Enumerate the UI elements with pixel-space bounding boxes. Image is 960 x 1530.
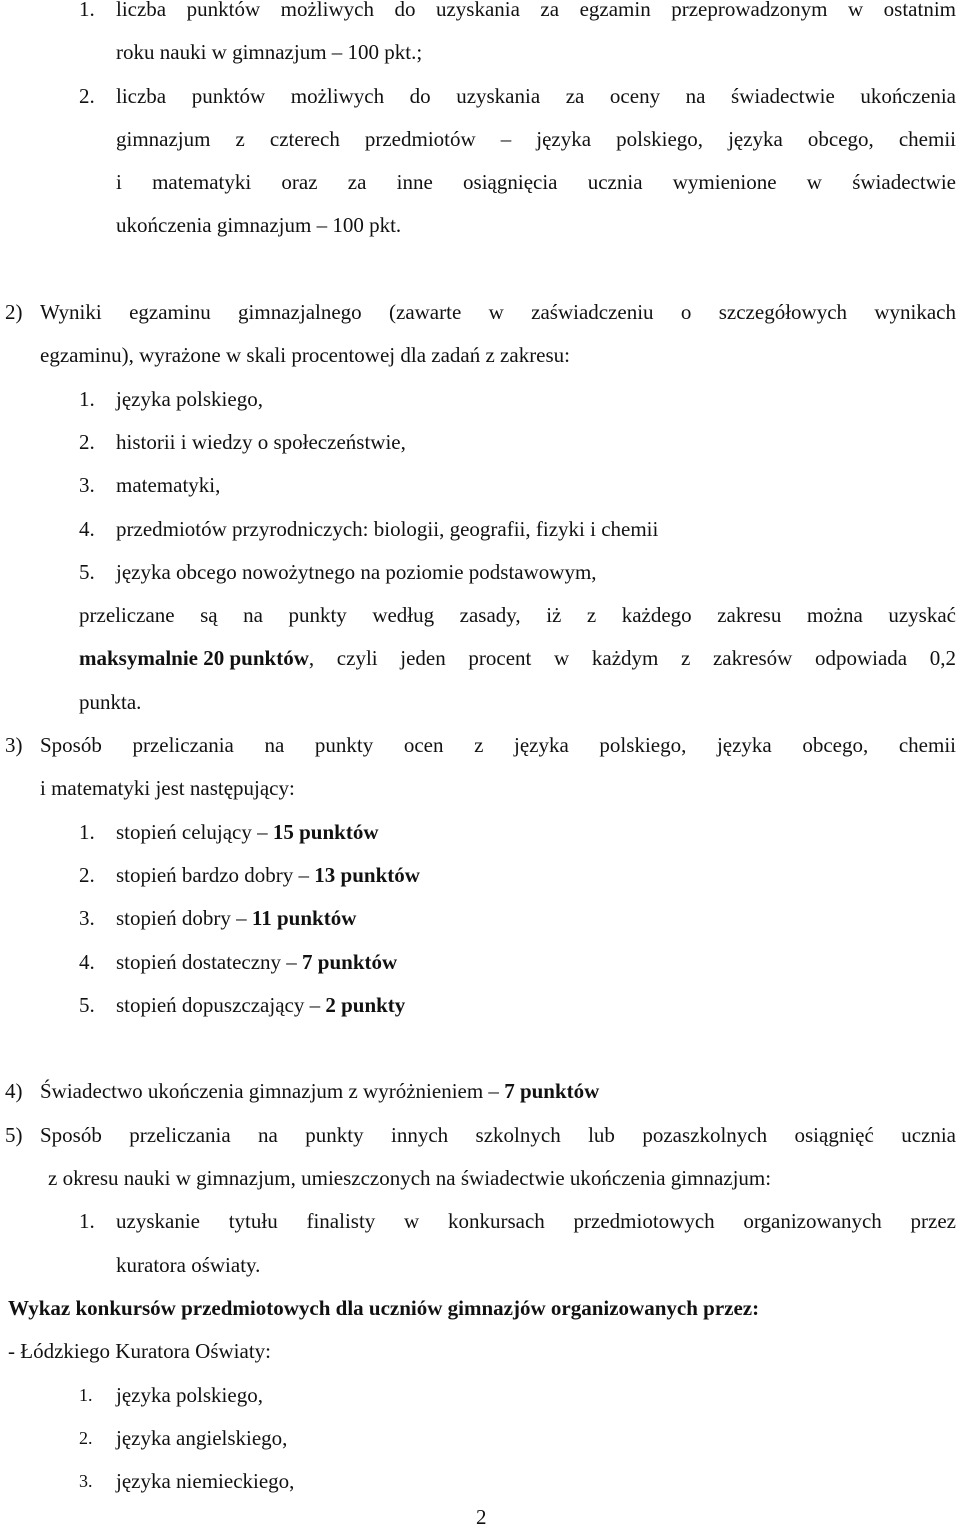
grade-item: 3. stopień dobry – 11 punktów <box>79 906 357 931</box>
kurator-label: - Łódzkiego Kuratora Oświaty: <box>8 1339 272 1364</box>
list-item: 4. przedmiotów przyrodniczych: biologii, geografii, fizyki i chemii <box>79 516 659 541</box>
list-item: 3. matematyki, <box>79 473 221 498</box>
list-item-continuation: roku nauki w gimnazjum – 100 pkt.; <box>116 40 423 65</box>
competition-item: 3. języka niemieckiego, <box>79 1469 295 1494</box>
section-3-heading: 3) Sposób przeliczania na punkty ocen z języka polskiego, języka obcego, chemii <box>5 733 956 758</box>
list-item: 1. liczba punktów możliwych do uzyskania za egzamin przeprowadzonym w ostatnim <box>79 0 956 21</box>
list-item: 1. języka polskiego, <box>79 386 263 411</box>
grade-item: 4. stopień dostateczny – 7 punktów <box>79 949 398 974</box>
section-2-heading: 2) Wyniki egzaminu gimnazjalnego (zawarte w zaświadczeniu o szczegółowych wynikach <box>5 300 956 325</box>
competition-item: 2. języka angielskiego, <box>79 1425 288 1450</box>
section-4: 4) Świadectwo ukończenia gimnazjum z wyróżnieniem – 7 punktów <box>5 1079 600 1104</box>
list-item: 2. liczba punktów możliwych do uzyskania za oceny na świadectwie ukończenia <box>79 83 956 108</box>
grade-item: 1. stopień celujący – 15 punktów <box>79 819 379 844</box>
list-item: 1. uzyskanie tytułu finalisty w konkursach przedmiotowych organizowanych przez <box>79 1209 956 1234</box>
competition-item: 1. języka polskiego, <box>79 1382 263 1407</box>
grade-item: 5. stopień dopuszczający – 2 punkty <box>79 992 406 1017</box>
bold-max-points: maksymalnie 20 punktów <box>79 646 309 671</box>
list-item: 5. języka obcego nowożytnego na poziomie podstawowym, <box>79 559 597 584</box>
competitions-heading: Wykaz konkursów przedmiotowych dla uczniów gimnazjów organizowanych przez: <box>8 1295 760 1320</box>
document-page: 1. liczba punktów możliwych do uzyskania za egzamin przeprowadzonym w ostatnim roku nauki w gimnazjum – 100 pkt.; 2. liczba punktów możliwych do uzyskania za oceny na świadectwie ukończenia gimnazjum z czterech przedmiotów – języka polskiego, języka obcego, chemii i matematyki oraz za inne osiągnięcia ucznia wymienione w świadectwie ukończenia gimnazjum – 100 pkt. 2) Wyniki egzaminu gimnazjalnego (zawarte w zaświadczeniu o szczegółowych wynikach egzaminu), wyrażone w skali procentowej dla zadań z zakresu: 1. języka polskiego, 2. historii i wiedzy o społeczeństwie, 3. matematyki, 4. przedmiotów przyrodniczych: biologii, geografii, fizyki i chemii 5. języka obcego nowożytnego na poziomie podstawowym, przeliczane są na punkty według zasady, iż z każdego zakresu można uzyskać maksymalnie 20 punktów , czyli jeden procent w każdym z zakresów odpowiada 0,2 punkta. 3) Sposób przeliczania na punkty ocen z języka polskiego, języka obcego, chemii i matematyki jest następujący: 1. stopień celujący – 15 punktów 2. stopień bardzo dobry – 13 punktów 3. stopień dobry – 11 punktów 4. stopień dostateczny – 7 punktów 5. stopień dopuszczający – 2 punkty 4) Świadectwo ukończenia gimnazjum z wyróżnieniem – 7 punktów 5) Sposób przeliczania na punkty innych szkolnych lub pozaszkolnych osiągnięć ucznia z okresu nauki w gimnazjum, umieszczonych na świadectwie ukończenia gimnazjum: 1. uzyskanie tytułu finalisty w konkursach przedmiotowych organizowanych przez kuratora oświaty. Wykaz konkursów przedmiotowych dla uczniów gimnazjów organizowanych przez: - Łódzkiego Kuratora Oświaty: 1. języka polskiego, 2. języka angielskiego, 3. języka niemieckiego, <box>0 0 960 1503</box>
grade-item: 2. stopień bardzo dobry – 13 punktów <box>79 862 420 887</box>
section-5-heading: 5) Sposób przeliczania na punkty innych szkolnych lub pozaszkolnych osiągnięć ucznia <box>5 1122 956 1147</box>
list-item: 2. historii i wiedzy o społeczeństwie, <box>79 429 406 454</box>
page-number: 2 <box>476 1505 487 1529</box>
